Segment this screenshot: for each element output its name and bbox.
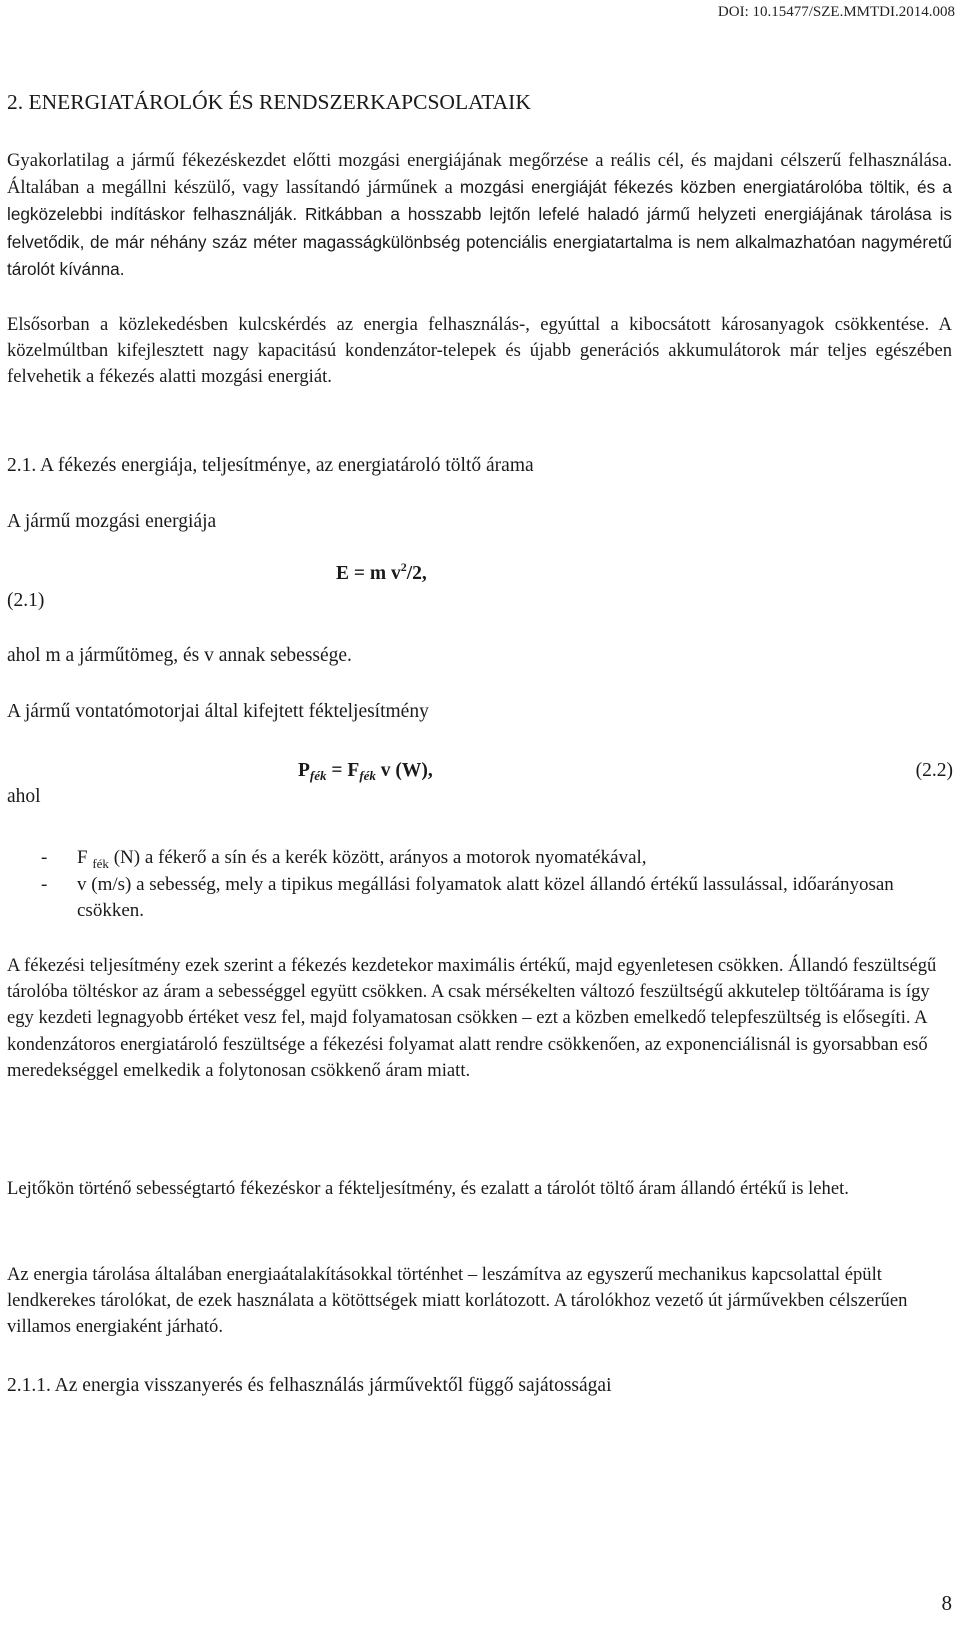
kinetic-where: ahol m a járműtömeg, és v annak sebessége. — [7, 645, 352, 666]
formula-power-sub2: fék — [359, 768, 376, 783]
power-where: ahol — [7, 786, 41, 807]
paragraph-5 — [7, 1262, 952, 1341]
intro-text-p2: Elsősorban a közlekedésben kulcskérdés az energia felhasználás-, egyúttal a kibocsátott károsanyagok csökkentése. — [7, 314, 930, 335]
def-text: (N) a fékerő a sín és a kerék között, arányos a motorok nyomatékával, — [108, 847, 647, 868]
paragraph-5-text: Az energia tárolása általában energiaátalakításokkal történhet – leszámítva az egyszerű mechanikus kapcsolattal épült lendkerekes tárolókat, de ezek használata a kötöttségek miatt korlátozott. A tárolókhoz vezető út járművekben célszerűen villamos energiaként járható. — [7, 1264, 908, 1338]
intro-paragraph-1 — [7, 148, 952, 283]
intro-text-b: mozgási energiáját fékezés közben energiatárolóba töltik, és a legközelebbi indításkor felhasználják. — [7, 177, 952, 225]
definition-list — [7, 845, 952, 924]
def-pre: F — [77, 847, 93, 868]
list-dash: - — [41, 874, 48, 895]
formula-kinetic-end: /2, — [406, 563, 427, 584]
intro-text-a: Gyakorlatilag a jármű fékezéskezdet előtti mozgási energiájának megőrzése a reális cél, és majdani célszerű felhasználása. Általában a megállni készülő, vagy lassítandó járműnek a — [7, 150, 952, 199]
formula-kinetic-main: E = m v — [336, 563, 401, 584]
paragraph-4-text: Lejtőkön történő sebességtartó fékezéskor a fékteljesítmény, és ezalatt a tárolót töltő áram állandó értékű is lehet. — [7, 1178, 849, 1199]
formula-power-mid: = F — [326, 760, 360, 781]
intro-text-c: Ritkábban a hosszabb lejtőn lefelé haladó jármű helyzeti energiájának tárolása is felvetődik, de már néhány száz méter magasságkülönbség potenciális energiatartalma is nem alkalmazhatóan nagyméretű tárolót kívánna. — [7, 204, 952, 279]
intro-paragraph-2 — [7, 312, 952, 391]
list-item — [7, 872, 952, 924]
subsubsection-title: 2.1.1. Az energia visszanyerés és felhasználás járművektől függő sajátosságai — [7, 1375, 612, 1396]
def-sub: fék — [92, 856, 109, 871]
formula-power-end: v (W), — [375, 760, 433, 781]
subsection-title: 2.1. A fékezés energiája, teljesítménye, az energiatároló töltő árama — [7, 455, 534, 476]
formula-braking-power — [298, 760, 433, 782]
formula-power-P: P — [298, 760, 310, 781]
power-label: A jármű vontatómotorjai által kifejtett fékteljesítmény — [7, 701, 429, 722]
formula-kinetic-energy — [336, 560, 427, 585]
def-text: v (m/s) a sebesség, mely a tipikus megállási folyamatok alatt közel állandó értékű lassulással, időarányosan csökken. — [77, 874, 894, 921]
section-title: 2. ENERGIATÁROLÓK ÉS RENDSZERKAPCSOLATAIK — [7, 90, 531, 114]
list-dash: - — [41, 847, 48, 868]
paragraph-3-text: A fékezési teljesítmény ezek szerint a fékezés kezdetekor maximális értékű, majd egyenletesen csökken. Állandó feszültségű tárolóba töltéskor az áram a sebességgel együtt csökken. A csak mérsékelten változó feszültségű akkutelep töltőárama is így egy kezdeti legnagyobb értéket vesz fel, majd folyamatosan csökken – ezt a közben emelkedő telepfeszültség is elősegíti. A kondenzátoros energiatároló feszültsége a fékezési folyamat alatt rendre csökkenően, az exponenciálisnál is gyorsabban eső meredekséggel emelkedik a folytonosan csökkenő áram miatt. — [7, 955, 937, 1081]
list-item — [7, 845, 952, 872]
paragraph-3 — [7, 953, 952, 1084]
intro-text-p2b: A közelmúltban kifejlesztett nagy kapacitású kondenzátor-telepek és újabb generációs akkumulátorok már teljes egészében felvehetik a fékezés alatti mozgási energiát. — [7, 314, 952, 388]
formula-power-sub1: fék — [309, 768, 327, 783]
doi-header: DOI: 10.15477/SZE.MMTDI.2014.008 — [717, 4, 955, 20]
page-number: 8 — [941, 1591, 952, 1615]
formula-kinetic-exponent: 2 — [400, 560, 407, 574]
equation-number-2-2: (2.2) — [915, 760, 953, 781]
kinetic-energy-label: A jármű mozgási energiája — [7, 511, 217, 532]
equation-number-2-1: (2.1) — [7, 590, 45, 611]
paragraph-4 — [7, 1176, 952, 1202]
